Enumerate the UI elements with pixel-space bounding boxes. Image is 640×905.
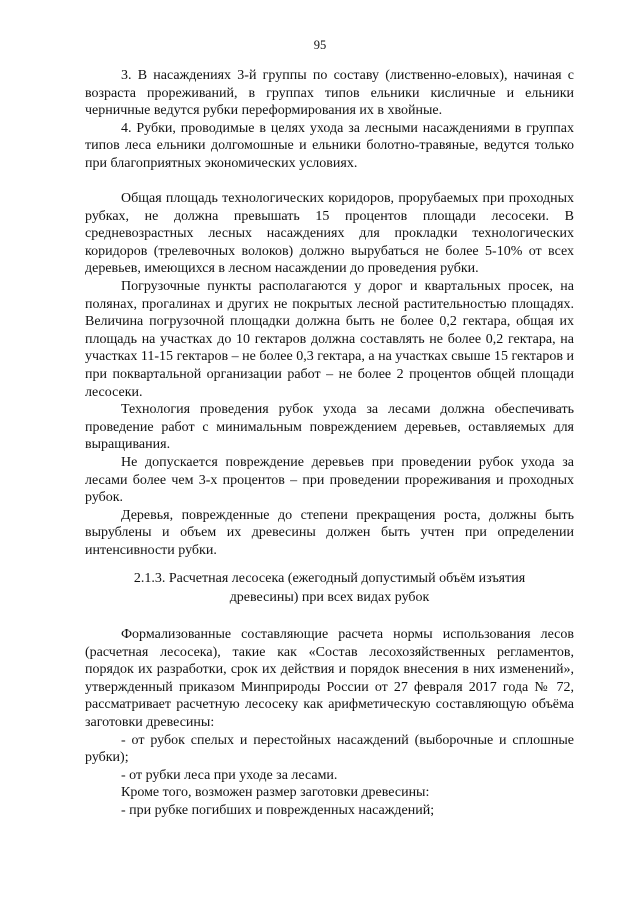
paragraph-loading-points: Погрузочные пункты располагаются у дорог и квартальных просек, на полянах, прогалинах и других не покрытых лесной растительностью площадях. Величина погрузочной площадки должна быть не более 0,2 гектара, общая их площадь на участках до 10 гектаров должна составлять не более 0,2 гектара, на участках 11-15 гектаров – не более 0,3 гектара, а на участках свыше 15 гектаров и при поквартальной организации работ – не более 2 процентов общей площади лесосеки.: [85, 278, 574, 400]
text-block-technology: [85, 190, 574, 559]
list-item-care-felling: - от рубки леса при уходе за лесами.: [121, 767, 338, 783]
paragraph-additionally: Кроме того, возможен размер заготовки древесины:: [121, 785, 430, 801]
paragraph-item-3: 3. В насаждениях 3-й группы по составу (лиственно-еловых), начиная с возраста прореживаний, в группах типов ельники кисличные и ельники черничные ведутся рубки переформирования их в хвойные.: [85, 68, 574, 119]
paragraph-formalized-components: Формализованные составляющие расчета нормы использования лесов (расчетная лесосека), такие как «Состав лесохозяйственных регламентов, порядок их разработки, срок их действия и порядок внесения в них изменений», утвержденный приказом Минприроды России от 27 февраля 2017 года № 72, рассматривает расчетную лесосеку как арифметическую составляющую объёма заготовки древесины:: [85, 627, 574, 730]
page-number: 95: [313, 38, 327, 52]
paragraph-damaged-trees: Деревья, поврежденные до степени прекращения роста, должны быть вырублены и объем их древесины должен быть учтен при определении интенсивности рубки.: [85, 507, 574, 558]
section-heading-line-2: древесины) при всех видах рубок: [229, 589, 430, 605]
section-heading-line-1: 2.1.3. Расчетная лесосека (ежегодный допустимый объём изъятия: [133, 571, 526, 586]
paragraph-corridors: Общая площадь технологических коридоров, прорубаемых при проходных рубках, не должна превышать 15 процентов площади лесосеки. В средневозрастных лесных насаждениях для прокладки технологических коридоров (трелевочных волоков) должно вырубаться не более 5-10% от всех деревьев, имеющихся в лесном насаждении до проведения рубки.: [85, 191, 574, 277]
paragraph-damage-limit: Не допускается повреждение деревьев при проведении рубок ухода за лесами более чем 3-х процентов – при проведении прореживания и проходных рубок.: [85, 454, 574, 506]
list-item-damaged-stands: - при рубке погибших и поврежденных насаждений;: [121, 802, 435, 818]
section-heading: [85, 570, 574, 607]
text-block-allowable-cut: [85, 626, 574, 820]
list-item-mature-stands: - от рубок спелых и перестойных насаждений (выборочные и сплошные рубки);: [85, 732, 574, 766]
paragraph-item-4: 4. Рубки, проводимые в целях ухода за лесными насаждениями в группах типов леса ельники долгомошные и ельники болотно-травяные, ведутся только при благоприятных экономических условиях.: [85, 120, 574, 171]
text-block-forest-groups: [85, 67, 574, 173]
paragraph-technology: Технология проведения рубок ухода за лесами должна обеспечивать проведение работ с минимальным повреждением деревьев, оставляемых для выращивания.: [85, 402, 574, 453]
